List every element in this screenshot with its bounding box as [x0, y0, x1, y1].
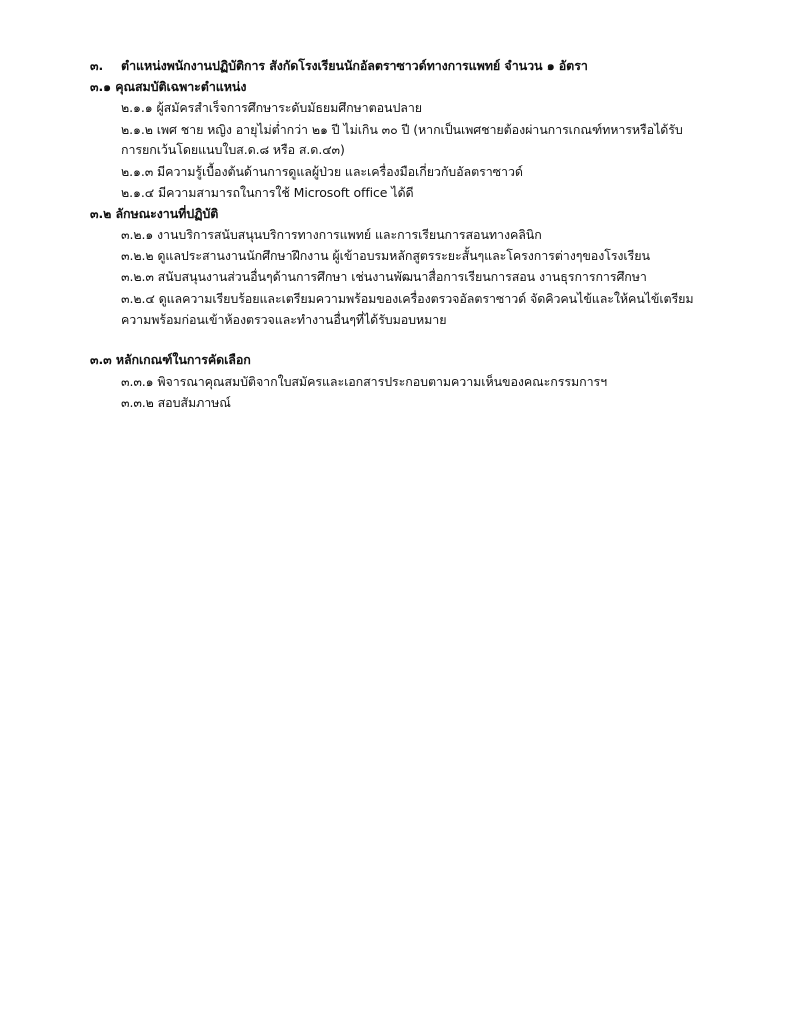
list-item: [121, 291, 694, 307]
item-number: ๓.๓.๒: [121, 395, 154, 410]
item-text-cont: ความพร้อมก่อนเข้าห้องตรวจและทำงานอื่นๆที่ได้รับมอบหมาย: [121, 312, 447, 327]
item-text: พิจารณาคุณสมบัติจากใบสมัครและเอกสารประกอบตามความเห็นของคณะกรรมการฯ: [157, 374, 608, 389]
item-number: ๓.๒.๒: [121, 248, 154, 263]
list-item: [121, 227, 542, 243]
list-item: [121, 395, 231, 411]
subsection-heading-criteria: [90, 352, 251, 368]
item-number: ๓.๒.๑: [121, 227, 154, 242]
item-text: ผู้สมัครสำเร็จการศึกษาระดับมัธยมศึกษาตอนปลาย: [156, 100, 423, 115]
item-number: ๓.๓.๑: [121, 374, 154, 389]
subsection-heading-duties: [90, 206, 218, 222]
subsection-title: ลักษณะงานที่ปฏิบัติ: [115, 206, 219, 221]
item-number: ๒.๑.๑: [121, 100, 153, 115]
subsection-number: ๓.๒: [90, 206, 112, 221]
list-item: [121, 374, 607, 390]
item-number: ๓.๒.๔: [121, 291, 155, 306]
item-text: งานบริการสนับสนุนบริการทางการแพทย์ และการเรียนการสอนทางคลินิก: [157, 227, 542, 242]
item-text: ดูแลประสานงานนักศึกษาฝึกงาน ผู้เข้าอบรมหลักสูตรระยะสั้นๆและโครงการต่างๆของโรงเรียน: [157, 248, 650, 263]
section-heading: [121, 58, 588, 74]
item-text: มีความสามารถในการใช้ Microsoft office ได้ดี: [157, 185, 414, 200]
list-item: [121, 122, 683, 138]
section-heading-row: [90, 58, 103, 74]
list-item-continuation: [121, 312, 446, 328]
list-item: [121, 164, 523, 180]
item-number: ๓.๒.๓: [121, 269, 154, 284]
subsection-number: ๓.๓: [90, 352, 112, 367]
section-heading-text: ตำแหน่งพนักงานปฏิบัติการ สังกัดโรงเรียนนักอัลตราซาวด์ทางการแพทย์ จำนวน ๑ อัตรา: [121, 58, 588, 73]
item-text: มีความรู้เบื้องต้นด้านการดูแลผู้ป่วย และเครื่องมือเกี่ยวกับอัลตราซาวด์: [157, 164, 523, 179]
list-item: [121, 100, 422, 116]
item-text: สนับสนุนงานส่วนอื่นๆด้านการศึกษา เช่นงานพัฒนาสื่อการเรียนการสอน งานธุรการการศึกษา: [157, 269, 647, 284]
list-item-continuation: [121, 142, 345, 158]
item-text: ดูแลความเรียบร้อยและเตรียมความพร้อมของเครื่องตรวจอัลตราซาวด์ จัดคิวคนไข้และให้คนไข้เตรียม: [158, 291, 694, 306]
list-item: [121, 185, 414, 201]
item-number: ๒.๑.๔: [121, 185, 155, 200]
item-text: เพศ ชาย หญิง อายุไม่ต่ำกว่า ๒๑ ปี ไม่เกิน ๓๐ ปี (หากเป็นเพศชายต้องผ่านการเกณฑ์ทหารหรือได้รับ: [156, 122, 683, 137]
subsection-title: หลักเกณฑ์ในการคัดเลือก: [115, 352, 251, 367]
list-item: [121, 269, 647, 285]
item-text: สอบสัมภาษณ์: [157, 395, 231, 410]
item-number: ๒.๑.๒: [121, 122, 153, 137]
subsection-heading-qualifications: [90, 79, 246, 95]
section-number: ๓.: [90, 58, 104, 73]
list-item: [121, 248, 650, 264]
subsection-title: คุณสมบัติเฉพาะตำแหน่ง: [115, 79, 247, 94]
item-number: ๒.๑.๓: [121, 164, 154, 179]
subsection-number: ๓.๑: [90, 79, 111, 94]
item-text-cont: การยกเว้นโดยแนบใบส.ด.๘ หรือ ส.ด.๔๓): [121, 142, 345, 157]
